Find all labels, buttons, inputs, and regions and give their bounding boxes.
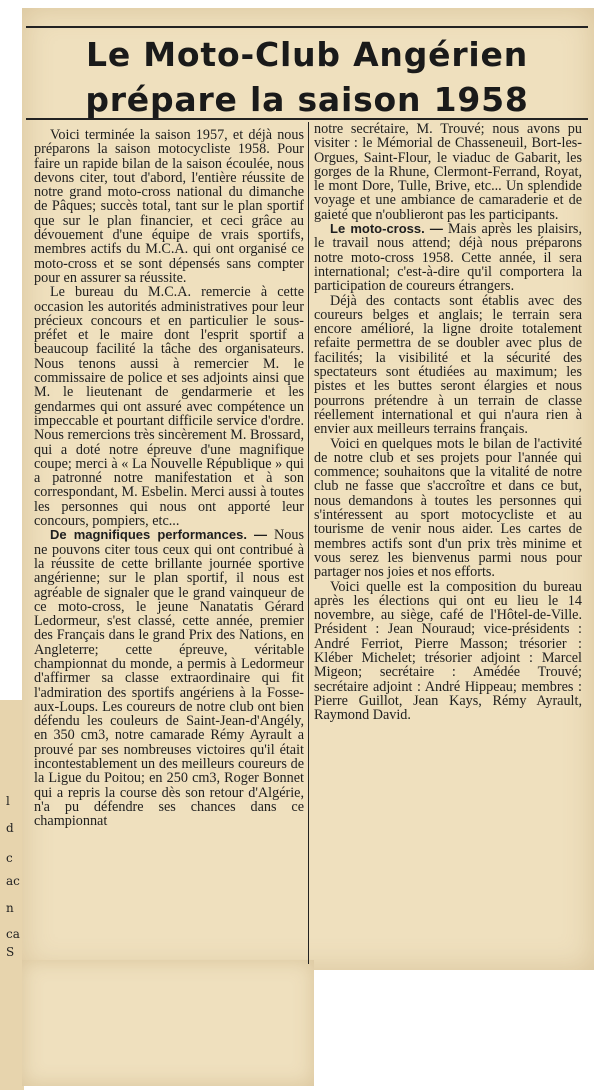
paragraph: Voici en quelques mots le bilan de l'activité de notre club et ses projets pour l'année qui commence; souhaitons que la vitalité de notre club ne fasse que s'accroître et dans ce but, nous demandons à toutes les personnes qui s'intéressent au sport motocycliste et au tourisme de venir nous aider. Les cartes de membres actifs sont d'un prix très minime et vous serez les bienvenus parmi nous pour partager nos joies et nos efforts. [314,435,582,581]
paragraph [314,222,582,293]
article-right-column [314,122,582,722]
adjacent-clipping-edge [0,700,24,1090]
paragraph: Voici terminée la saison 1957, et déjà nous préparons la saison motocycliste 1958. Pour faire un rapide bilan de la saison écoulée, nous devons citer, tout d'abord, l'entière réussite de notre grand moto-cross national du dimanche de Pâques; succès total, tant sur le plan sportif que sur le plan financier, et ceci grâce au dévouement d'une équipe de vrais sportifs, membres actifs du M.C.A. qui ont organisé ce moto-cross et se sont dépensés sans compter pour en assurer sa réussite. [34,127,304,286]
edge-fragment-text: ac [6,874,20,888]
edge-fragment-text: c [6,851,13,865]
top-rule [26,26,588,28]
article-headline [26,32,588,122]
edge-fragment-text: ca [6,927,20,941]
paragraph: Voici quelle est la composition du bureau après les élections qui ont eu lieu le 14 novembre, au siège, café de l'Hôtel-de-Ville. Président : Jean Nouraud; vice-présidents : André Ferriot, Pierre Masson; trésorier : Kléber Michelet; trésorier adjoint : Marcel Migeon; secrétaire : Amédée Trouvé; secrétaire adjoint : André Hippeau; membres : Pierre Guillot, Jean Kays, Rémy Ayrault, Raymond David. [314,578,582,724]
paragraph [34,528,304,828]
edge-fragment-text: S [6,945,15,959]
headline-line-1: Le Moto-Club Angérien [86,35,528,74]
paragraph: notre secrétaire, M. Trouvé; nous avons pu visiter : le Mémorial de Chasseneuil, Bort-les-Orgues, Saint-Flour, le viaduc de Gabarit, les gorges de la Rhune, Clermont-Ferrand, Royat, le mont Dore, Tulle, Brive, etc... Un splendide voyage et une ambiance de camaraderie et de gaieté que n'oublieront pas les participants. [314,121,582,223]
headline-line-2: prépare la saison 1958 [85,80,529,119]
clipping-paper-lower-strip [22,960,314,1086]
section-subhead: Le moto-cross. — [330,221,443,237]
section-subhead: De magnifiques performances. — [50,527,268,543]
edge-fragment-text: d [6,821,14,835]
edge-fragment-text: l [6,794,10,808]
paragraph-text: Mais après les plaisirs, le travail nous attend; déjà nous préparons notre moto-cross 1958. Cette année, il sera international; c'est-à-dire qu'il comportera la participation de coureurs étrangers. [314,221,582,295]
paragraph: Déjà des contacts sont établis avec des coureurs belges et anglais; le terrain sera encore amélioré, la ligne droite totalement refaite permettra de se doubler avec plus de facilités; la visibilité et la sécurité des spectateurs sont étudiées au maximum; les pistes et les buttes seront élargies et nous pourrons prétendre à un terrain de classe réellement international et qui n'aura rien à envier aux meilleurs terrains français. [314,292,582,438]
paragraph: Le bureau du M.C.A. remercie à cette occasion les autorités administratives pour leur précieux concours et en particulier le sous-préfet et le maire dont l'esprit sportif a beaucoup facilité la tâche des organisateurs. Nous tenons aussi à remercier M. le commissaire de police et ses adjoints ainsi que M. le lieutenant de gendarmerie et les gendarmes qui ont assuré avec compétence un impeccable et pourtant difficile service d'ordre. Nous remercions très sincèrement M. Brossard, qui a doté notre épreuve d'une magnifique coupe; merci à « La Nouvelle République » qui a patronné notre manifestation et à son correspondant, M. Esbelin. Merci aussi à toutes les personnes qui nous ont apporté leur concours, pompiers, etc... [34,284,304,530]
paragraph-text: Nous ne pouvons citer tous ceux qui ont contribué à la réussite de cette brillante journée sportive angérienne; sur le plan sportif, il nous est agréable de signaler que le grand vainqueur de ce moto-cross, le jeune Nanatatis Gérard Ledormeur, s'est classé, cette année, premier des Français dans le grand Prix des Nations, en Angleterre; cette épreuve, véritable championnat du monde, a permis à Ledormeur d'affirmer sa classe extraordinaire qui fit l'admiration des sportifs angériens à la Fosse-aux-Loups. Les coureurs de notre club ont bien défendu les couleurs de Saint-Jean-d'Angély, en 350 cm3, notre camarade Rémy Ayrault a prouvé par ses nombreuses victoires qu'il était incontestablement un des meilleurs coureurs de la Ligue du Poitou; en 250 cm3, Roger Bonnet qui a repris la course dès son retour d'Algérie, n'a pu défendre ses chances dans ce championnat [34,527,304,830]
edge-fragment-text: n [6,901,14,915]
column-divider [308,122,309,964]
article-left-column [34,128,304,829]
